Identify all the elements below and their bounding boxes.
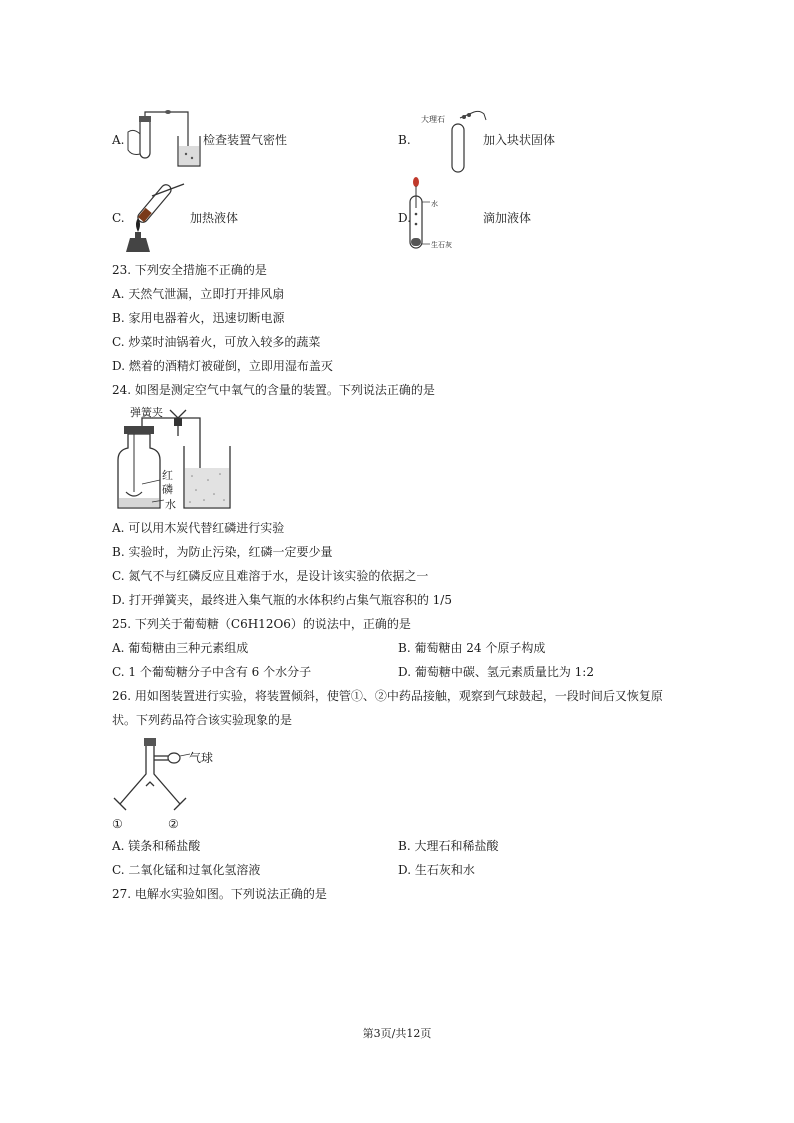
- q24-label-water: 水: [165, 498, 176, 511]
- q22-option-d-label-water: 水: [431, 200, 438, 208]
- q22-option-b-caption: 加入块状固体: [483, 133, 556, 147]
- q23-option-b: B. 家用电器着火，迅速切断电源: [112, 311, 285, 325]
- q22-option-c-letter: C.: [112, 211, 125, 225]
- page-footer: 第3页/共12页: [362, 1027, 432, 1040]
- q26-stem-line-2: 状。下列药品符合该实验现象的是: [112, 713, 293, 727]
- q26-figure: [110, 734, 200, 820]
- q24-stem: 24. 如图是测定空气中氧气的含量的装置。下列说法正确的是: [112, 383, 435, 397]
- q26-label-balloon: 气球: [189, 751, 214, 765]
- q25-stem: 25. 下列关于葡萄糖（C6H12O6）的说法中，正确的是: [112, 617, 411, 631]
- q22-option-c-caption: 加热液体: [190, 211, 239, 225]
- q27-stem: 27. 电解水实验如图。下列说法正确的是: [112, 887, 327, 901]
- q26-option-d: D. 生石灰和水: [398, 863, 475, 877]
- q24-label-phosphorus-1: 红: [162, 469, 173, 482]
- q26-option-a: A. 镁条和稀盐酸: [112, 839, 201, 853]
- q26-stem-line-1: 26. 用如图装置进行实验，将装置倾斜，使管①、②中药品接触，观察到气球鼓起，一段时间后又恢复原: [112, 689, 663, 703]
- q25-option-a: A. 葡萄糖由三种元素组成: [112, 641, 249, 655]
- q26-label-tube-1: ①: [112, 817, 123, 831]
- q22-option-c-figure: [122, 178, 192, 256]
- q22-option-a-figure: [124, 110, 204, 170]
- q26-label-tube-2: ②: [168, 817, 179, 831]
- q24-option-a: A. 可以用木炭代替红磷进行实验: [112, 521, 285, 535]
- q25-option-b: B. 葡萄糖由 24 个原子构成: [398, 641, 546, 655]
- q25-option-d: D. 葡萄糖中碳、氢元素质量比为 1:2: [398, 665, 594, 679]
- q22-option-d-caption: 滴加液体: [483, 211, 532, 225]
- q22-option-b-letter: B.: [398, 133, 411, 147]
- q26-option-b: B. 大理石和稀盐酸: [398, 839, 499, 853]
- q26-option-c: C. 二氧化锰和过氧化氢溶液: [112, 863, 261, 877]
- q24-option-d: D. 打开弹簧夹，最终进入集气瓶的水体积约占集气瓶容积的 1/5: [112, 593, 452, 607]
- q22-option-d-figure: [404, 176, 434, 252]
- q22-option-a-caption: 检查装置气密性: [203, 133, 288, 147]
- q25-option-c: C. 1 个葡萄糖分子中含有 6 个水分子: [112, 665, 312, 679]
- q23-stem: 23. 下列安全措施不正确的是: [112, 263, 267, 277]
- q22-option-a-letter: A.: [112, 133, 125, 147]
- q22-option-d-letter: D.: [398, 211, 412, 225]
- q24-option-c: C. 氮气不与红磷反应且难溶于水，是设计该实验的依据之一: [112, 569, 429, 583]
- q23-option-c: C. 炒菜时油锅着火，可放入较多的蔬菜: [112, 335, 321, 349]
- q24-option-b: B. 实验时，为防止污染，红磷一定要少量: [112, 545, 333, 559]
- q24-label-phosphorus-2: 磷: [162, 483, 173, 496]
- q23-option-a: A. 天然气泄漏，立即打开排风扇: [112, 287, 285, 301]
- q23-option-d: D. 燃着的酒精灯被碰倒，立即用湿布盖灭: [112, 359, 333, 373]
- q22-option-b-label: 大理石: [421, 115, 445, 124]
- q24-label-clamp: 弹簧夹: [130, 406, 163, 419]
- q22-option-d-label-lime: 生石灰: [431, 241, 452, 249]
